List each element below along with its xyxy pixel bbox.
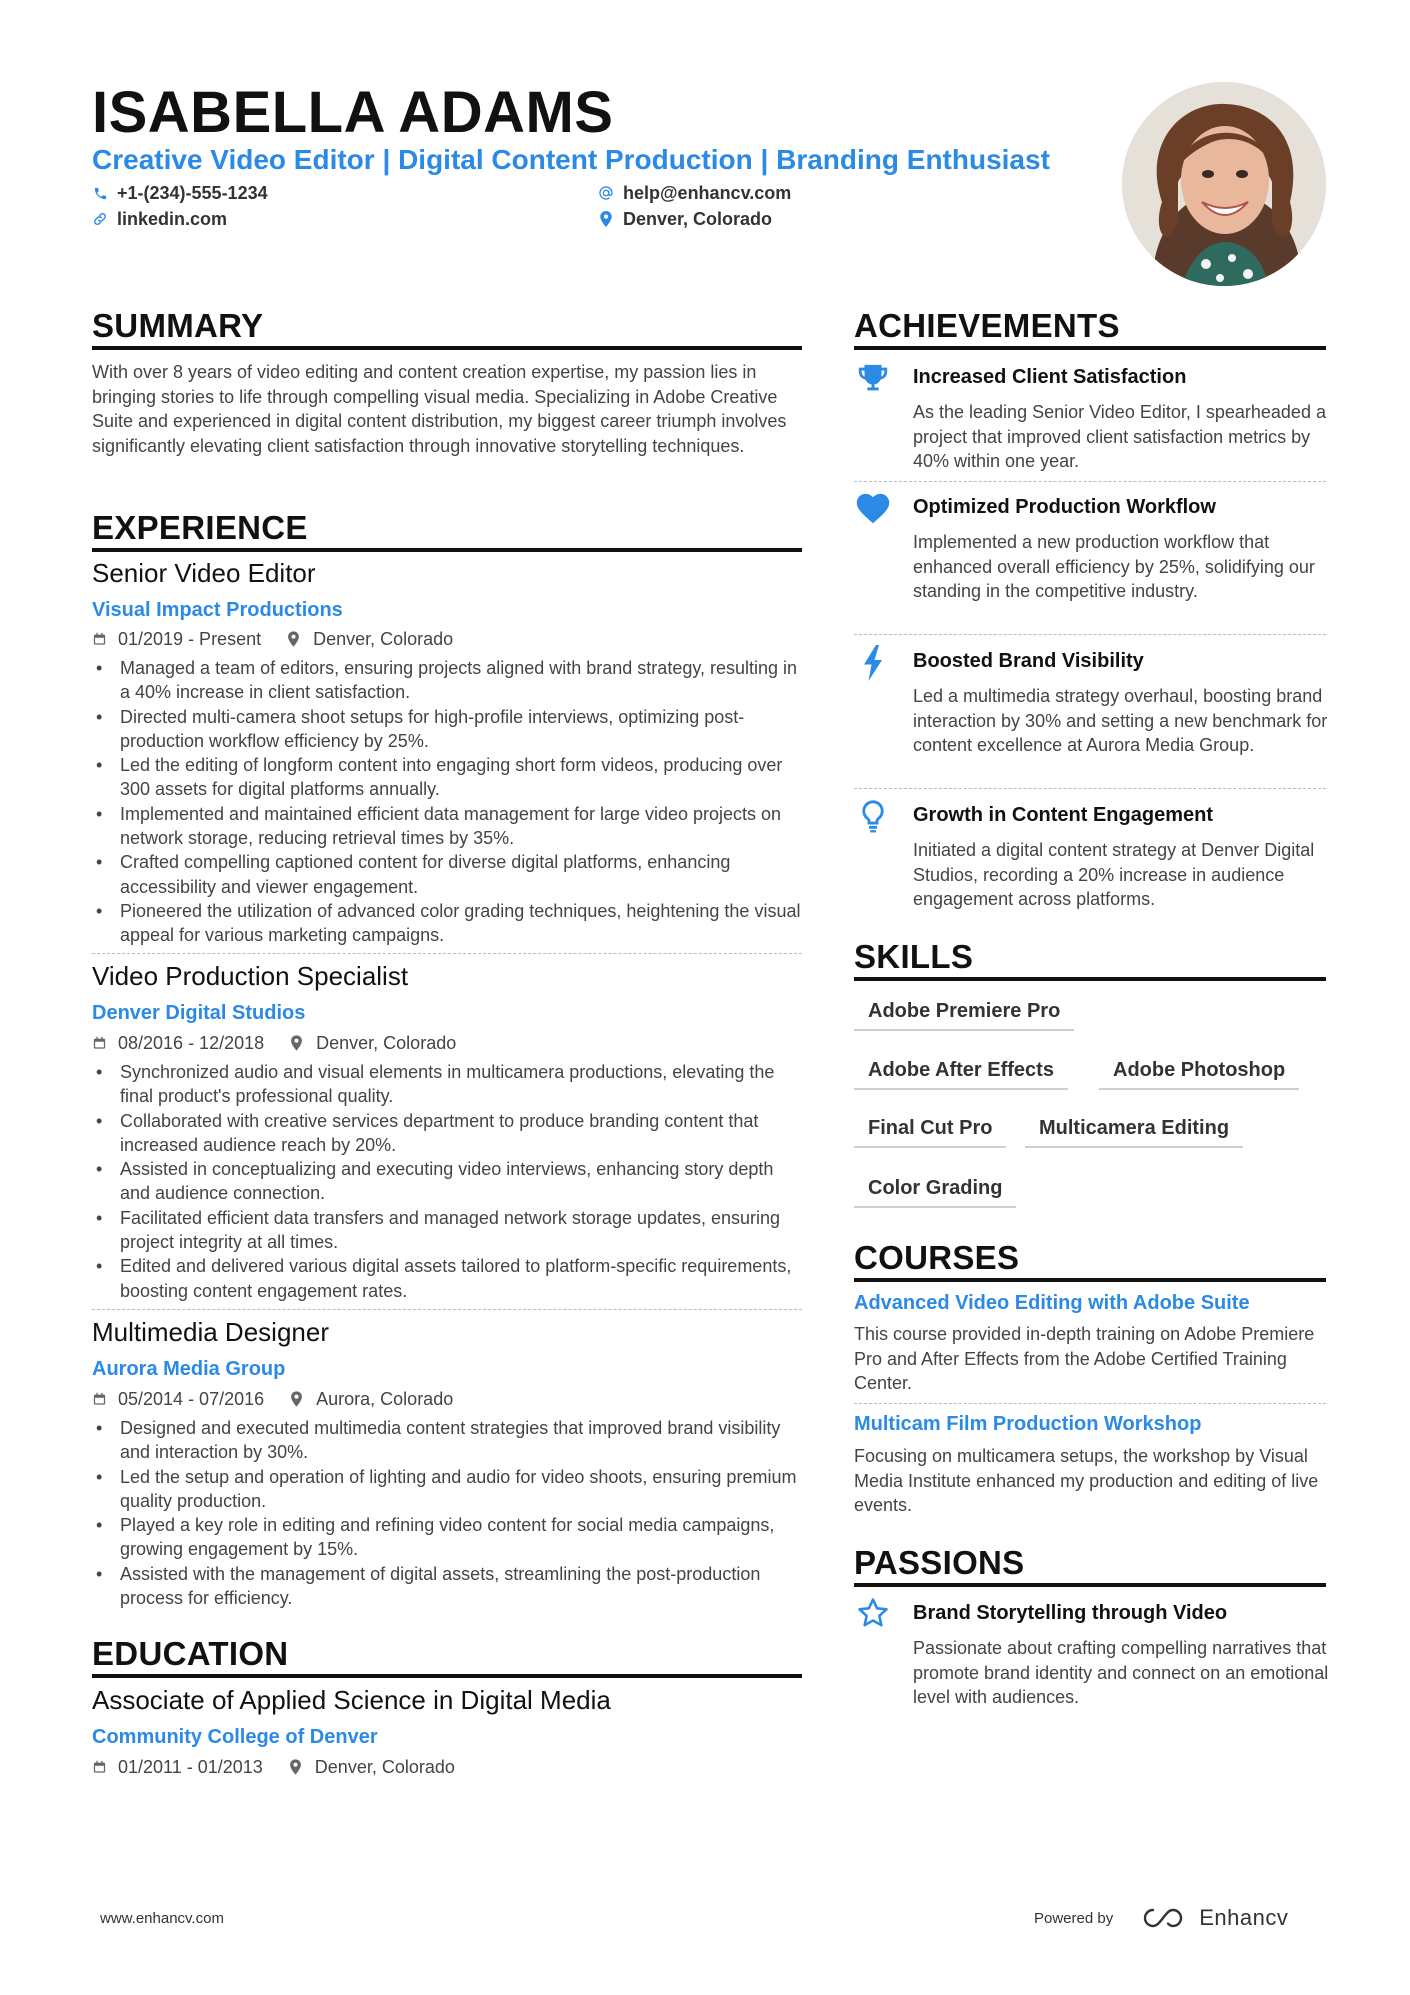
lightning-icon: [854, 644, 892, 682]
lightbulb-icon: [854, 797, 892, 835]
experience-rule: [92, 548, 802, 552]
achievement-title: Increased Client Satisfaction: [913, 366, 1187, 388]
at-icon: [598, 185, 614, 201]
list-item: • Assisted in conceptualizing and executing video interviews, enhancing story depth and audience connection.: [92, 1157, 802, 1206]
skills-rule: [854, 977, 1326, 981]
job-title: Senior Video Editor: [92, 558, 316, 588]
passion-desc: Passionate about crafting compelling narratives that promote brand identity and connect on an emotional level with audiences.: [913, 1638, 1329, 1707]
divider: [854, 634, 1326, 635]
link-icon: [92, 211, 108, 227]
education-dates: 01/2011 - 01/2013: [118, 1757, 263, 1777]
list-item: • Led the setup and operation of lighting and audio for video shoots, ensuring premium quality production.: [92, 1465, 802, 1514]
footer-website[interactable]: www.enhancv.com: [100, 1910, 224, 1927]
experience-heading: EXPERIENCE: [92, 509, 308, 546]
calendar-icon: [92, 1035, 108, 1051]
list-item: • Managed a team of editors, ensuring projects aligned with brand strategy, resulting in a 40% increase in client satisfaction.: [92, 656, 802, 705]
summary-text: With over 8 years of video editing and content creation expertise, my passion lies in bringing stories to life through compelling visual media. Specializing in Adobe Creative Suite and experienced in digital content distribution, my biggest career triumph involves significantly elevating client satisfaction through innovative storytelling techniques.: [92, 362, 787, 456]
course-title: Multicam Film Production Workshop: [854, 1413, 1202, 1435]
skill-tag: Final Cut Pro: [854, 1114, 1006, 1148]
job-location: Denver, Colorado: [313, 629, 454, 649]
contact-linkedin[interactable]: [92, 208, 227, 230]
degree-title: Associate of Applied Science in Digital Media: [92, 1685, 611, 1715]
passion-title: Brand Storytelling through Video: [913, 1602, 1228, 1624]
skill-tag: Color Grading: [854, 1174, 1016, 1208]
job-title: Video Production Specialist: [92, 961, 409, 991]
summary-rule: [92, 346, 802, 350]
achievement-title: Growth in Content Engagement: [913, 804, 1213, 826]
skill-tag: Adobe Photoshop: [1099, 1056, 1299, 1090]
list-item: • Led the editing of longform content into engaging short form videos, producing over 300 assets for digital platforms annually.: [92, 753, 802, 802]
passions-rule: [854, 1583, 1326, 1587]
phone-text: +1-(234)-555-1234: [117, 183, 268, 203]
list-item: • Played a key role in editing and refining video content for social media campaigns, growing engagement by 15%.: [92, 1513, 802, 1562]
job-location: Aurora, Colorado: [316, 1389, 454, 1409]
achievements-rule: [854, 346, 1326, 350]
skill-tag: Adobe Premiere Pro: [854, 997, 1074, 1031]
star-icon: [854, 1594, 892, 1632]
company-name: Aurora Media Group: [92, 1358, 286, 1380]
achievement-desc: Implemented a new production workflow that enhanced overall efficiency by 25%, solidifying our standing in the competitive industry.: [913, 532, 1315, 601]
location-pin-icon: [289, 1759, 305, 1775]
job-bullets: [92, 656, 802, 948]
phone-icon: [92, 185, 108, 201]
job-dates: 08/2016 - 12/2018: [118, 1033, 265, 1053]
divider: [854, 788, 1326, 789]
candidate-tagline: Creative Video Editor | Digital Content Production | Branding Enthusiast: [92, 144, 1050, 175]
achievement-title: Optimized Production Workflow: [913, 496, 1216, 518]
divider: [92, 953, 802, 954]
enhancv-logo-icon: [1141, 1906, 1187, 1930]
education-meta: [92, 1756, 455, 1778]
email-text: help@enhancv.com: [623, 183, 792, 203]
list-item: • Crafted compelling captioned content for diverse digital platforms, enhancing accessibility and viewer engagement.: [92, 850, 802, 899]
job-dates: 01/2019 - Present: [118, 629, 262, 649]
job-meta: [92, 1388, 453, 1410]
summary-heading: SUMMARY: [92, 307, 264, 344]
profile-photo: [1122, 82, 1326, 286]
divider: [854, 481, 1326, 482]
job-dates: 05/2014 - 07/2016: [118, 1389, 265, 1409]
achievements-heading: ACHIEVEMENTS: [854, 307, 1120, 344]
skill-tag: Multicamera Editing: [1025, 1114, 1243, 1148]
passions-heading: PASSIONS: [854, 1544, 1025, 1581]
courses-heading: COURSES: [854, 1239, 1020, 1276]
location-pin-icon: [287, 631, 303, 647]
skill-tag: Adobe After Effects: [854, 1056, 1068, 1090]
brand-name: Enhancv: [1199, 1905, 1289, 1930]
achievement-title: Boosted Brand Visibility: [913, 650, 1144, 672]
location-pin-icon: [290, 1391, 306, 1407]
list-item: • Pioneered the utilization of advanced color grading techniques, heightening the visual appeal for various marketing campaigns.: [92, 899, 802, 948]
company-name: Visual Impact Productions: [92, 599, 343, 621]
location-pin-icon: [598, 211, 614, 227]
footer-branding: [1034, 1905, 1288, 1931]
list-item: • Assisted with the management of digital assets, streamlining the post-production process for efficiency.: [92, 1562, 802, 1611]
list-item: • Designed and executed multimedia content strategies that improved brand visibility and interaction by 30%.: [92, 1416, 802, 1465]
contact-location: [598, 208, 772, 230]
job-bullets: [92, 1416, 802, 1610]
achievement-desc: Led a multimedia strategy overhaul, boosting brand interaction by 30% and setting a new benchmark for content excellence at Aurora Media Group.: [913, 686, 1328, 755]
school-name: Community College of Denver: [92, 1726, 378, 1748]
list-item: • Edited and delivered various digital assets tailored to platform-specific requirements, boosting content engagement rates.: [92, 1254, 802, 1303]
course-desc: Focusing on multicamera setups, the workshop by Visual Media Institute enhanced my production and editing of live events.: [854, 1446, 1319, 1515]
job-location: Denver, Colorado: [316, 1033, 457, 1053]
list-item: • Collaborated with creative services department to produce branding content that increased audience reach by 20%.: [92, 1109, 802, 1158]
course-desc: This course provided in-depth training on Adobe Premiere Pro and After Effects from the Adobe Certified Training Center.: [854, 1324, 1315, 1393]
trophy-icon: [854, 360, 892, 398]
contact-phone: [92, 182, 268, 204]
list-item: • Synchronized audio and visual elements in multicamera productions, elevating the final product's professional quality.: [92, 1060, 802, 1109]
achievement-desc: Initiated a digital content strategy at Denver Digital Studios, recording a 20% increase in audience engagement across platforms.: [913, 840, 1315, 909]
list-item: • Implemented and maintained efficient data management for large video projects on network storage, reducing retrieval times by 35%.: [92, 802, 802, 851]
courses-rule: [854, 1278, 1326, 1282]
job-bullets: [92, 1060, 802, 1303]
job-title: Multimedia Designer: [92, 1317, 329, 1347]
calendar-icon: [92, 1391, 108, 1407]
candidate-name: ISABELLA ADAMS: [92, 80, 614, 145]
job-meta: [92, 1032, 456, 1054]
education-heading: EDUCATION: [92, 1635, 289, 1672]
calendar-icon: [92, 631, 108, 647]
heart-icon: [854, 488, 892, 526]
list-item: • Directed multi-camera shoot setups for high-profile interviews, optimizing post-production workflow efficiency by 25%.: [92, 705, 802, 754]
divider: [92, 1309, 802, 1310]
linkedin-text: linkedin.com: [117, 209, 228, 229]
calendar-icon: [92, 1759, 108, 1775]
location-text: Denver, Colorado: [623, 209, 773, 229]
location-pin-icon: [290, 1035, 306, 1051]
skills-heading: SKILLS: [854, 938, 974, 975]
company-name: Denver Digital Studios: [92, 1002, 306, 1024]
education-rule: [92, 1674, 802, 1678]
job-meta: [92, 628, 453, 650]
education-location: Denver, Colorado: [314, 1757, 455, 1777]
divider: [854, 1403, 1326, 1404]
contact-email[interactable]: [598, 182, 791, 204]
achievement-desc: As the leading Senior Video Editor, I spearheaded a project that improved client satisfaction metrics by 40% within one year.: [913, 402, 1326, 471]
course-title: Advanced Video Editing with Adobe Suite: [854, 1292, 1250, 1314]
list-item: • Facilitated efficient data transfers and managed network storage updates, ensuring project integrity at all times.: [92, 1206, 802, 1255]
powered-by-text: Powered by: [1034, 1909, 1114, 1927]
